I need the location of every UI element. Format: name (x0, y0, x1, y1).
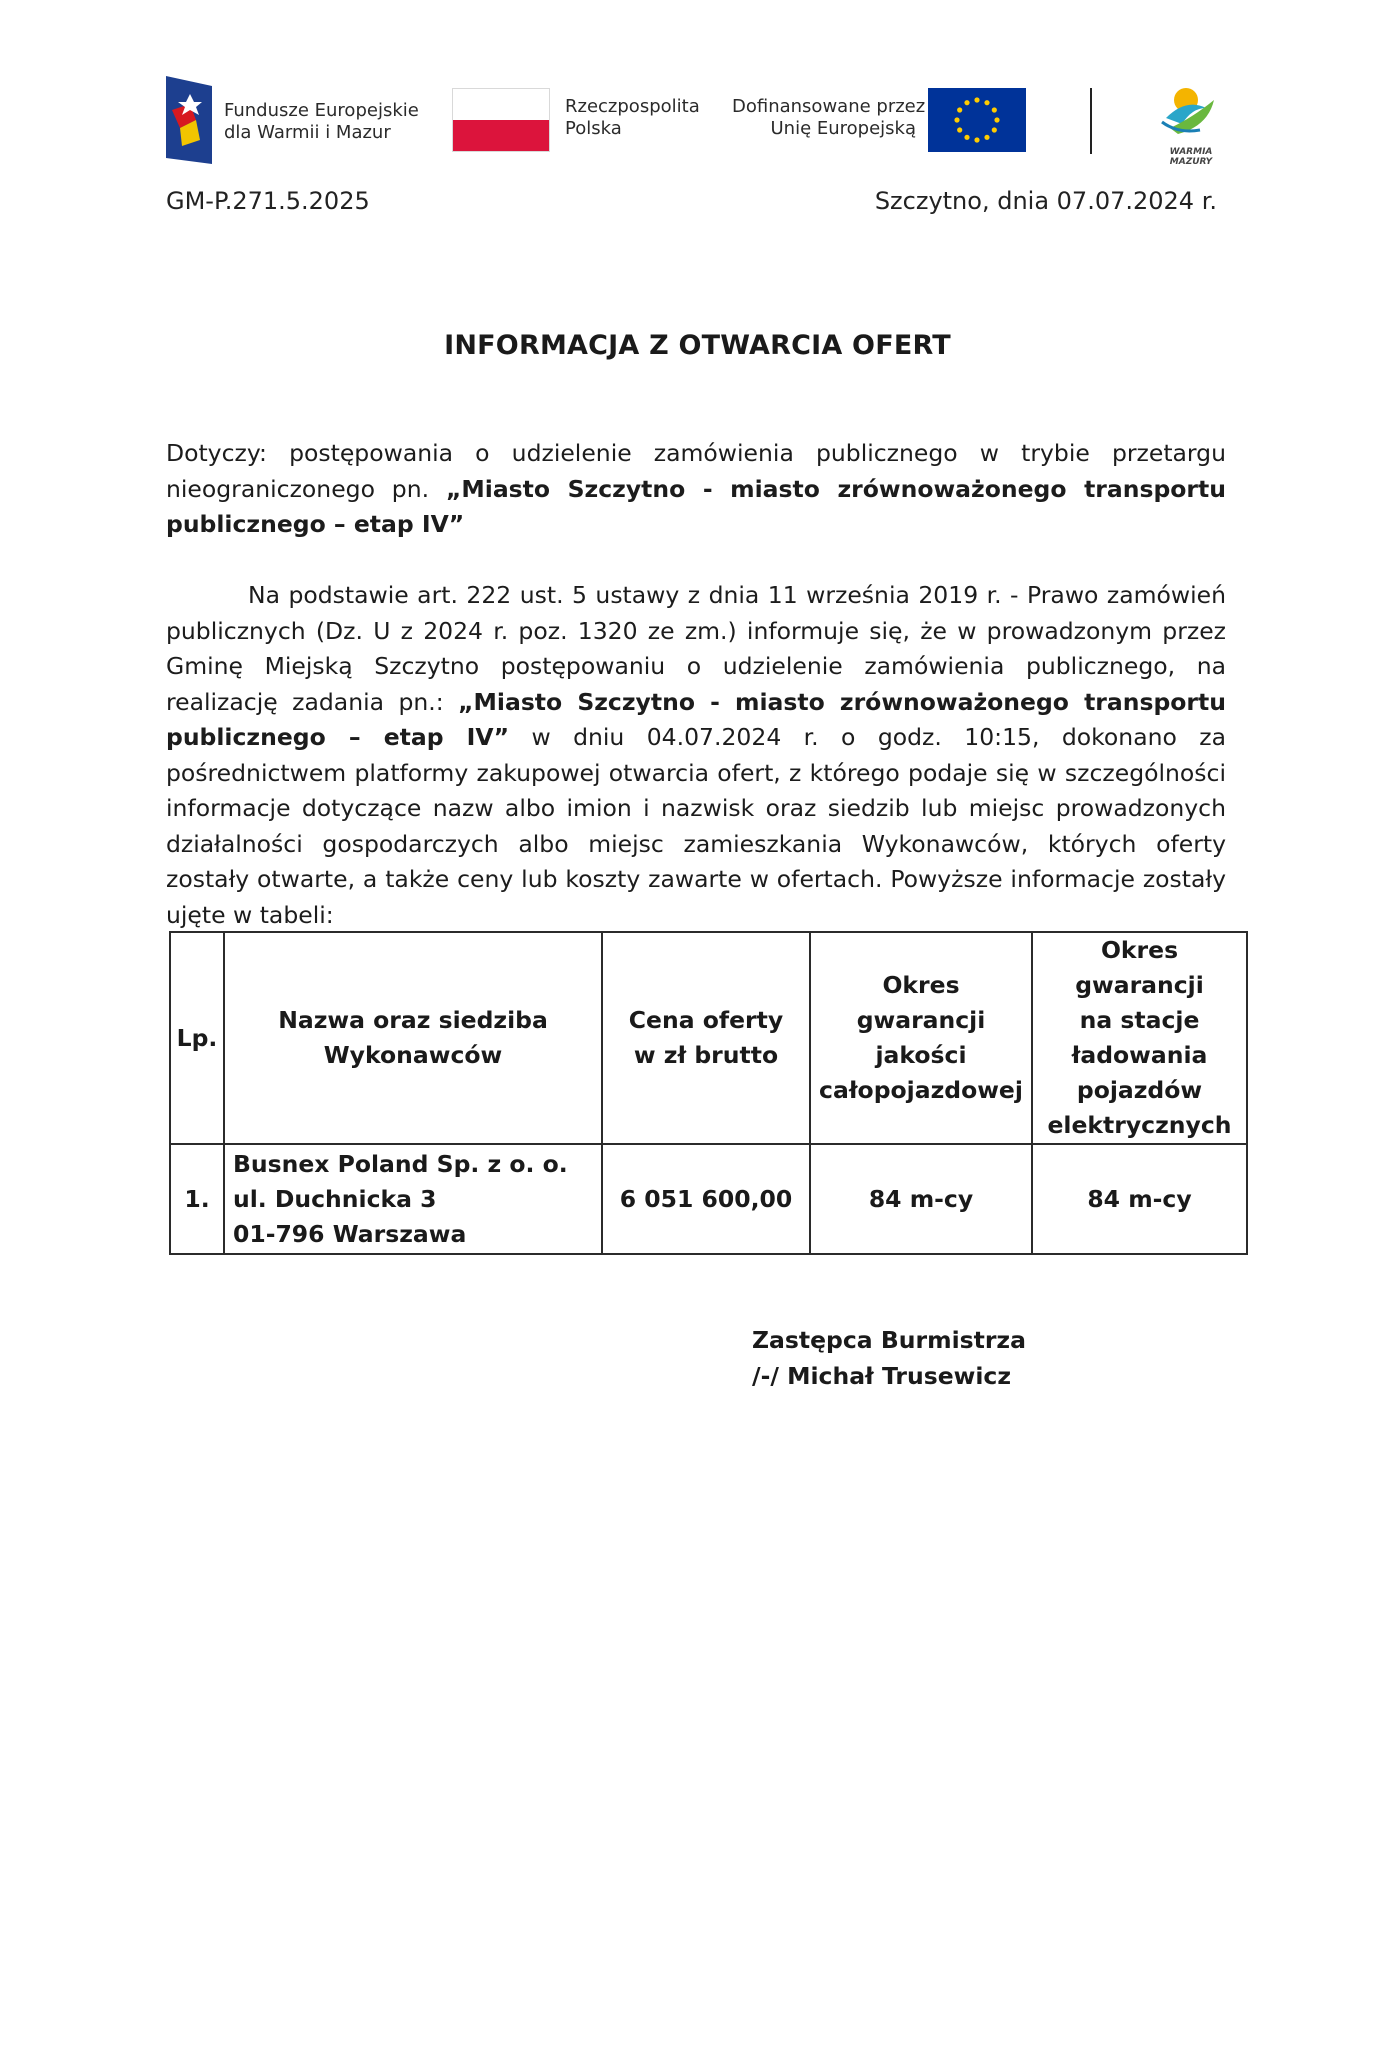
eu-star-icon (992, 127, 997, 132)
fe-flag-icon (166, 76, 216, 164)
signature-block (752, 1322, 1026, 1394)
subject-text: Dotyczy: postępowania o udzielenie zamówienia publicznego w trybie przetargu nieograniczonego pn. (166, 439, 1226, 503)
table-row (170, 1144, 1247, 1254)
table-header-row (170, 932, 1247, 1144)
body-project-name: „Miasto Szczytno - miasto zrównoważonego transportu publicznego – etap IV” (166, 687, 1226, 751)
eu-star-icon (984, 135, 989, 140)
header-charging-warranty: Okres gwarancji na stacje ładowania pojazdów elektrycznych (1032, 932, 1247, 1144)
subject-paragraph (166, 436, 1226, 543)
eu-star-icon (992, 107, 997, 112)
document-reference: GM-P.271.5.2025 (166, 187, 370, 215)
body-paragraph (166, 578, 1226, 933)
eu-logo-line1: Dofinansowane przez (732, 96, 926, 117)
warmia-mazury-emblem-icon (1156, 78, 1226, 168)
polish-flag-icon (452, 88, 550, 152)
signature-name: /-/ Michał Trusewicz (752, 1362, 1012, 1390)
rzeczpospolita-logo (452, 88, 712, 158)
document-title: INFORMACJA Z OTWARCIA OFERT (444, 330, 951, 361)
cell-lp: 1. (170, 1144, 224, 1254)
fe-logo-line2: dla Warmii i Mazur (224, 122, 391, 143)
rp-logo-line2: Polska (565, 118, 622, 139)
header-vehicle-warranty: Okres gwarancji jakości całopojazdowej (810, 932, 1032, 1144)
svg-text:WARMIA: WARMIA (1169, 147, 1213, 157)
cell-price: 6 051 600,00 (602, 1144, 810, 1254)
offers-table (169, 931, 1248, 1255)
warmia-mazury-logo (1156, 78, 1226, 168)
cell-vehicle-warranty: 84 m-cy (810, 1144, 1032, 1254)
eu-star-icon (984, 100, 989, 105)
eu-star-icon (994, 117, 999, 122)
eu-star-icon (964, 100, 969, 105)
eu-logo-line2: Unię Europejską (770, 118, 916, 139)
body-text-intro: Na podstawie art. 222 ust. 5 ustawy z dnia 11 września 2019 r. - Prawo zamówień publicznych (Dz. U z 2024 r. poz. 1320 ze zm.) informuje się, że w prowadzonym przez Gminę Miejską Szczytno postępowaniu o udzielenie zamówienia publicznego, na realizację zadania pn.: (166, 581, 1226, 716)
eu-star-icon (954, 117, 959, 122)
contractor-city: 01-796 Warszawa (233, 1219, 467, 1248)
cell-contractor (224, 1144, 602, 1254)
signature-role: Zastępca Burmistrza (752, 1326, 1026, 1354)
eu-star-icon (964, 135, 969, 140)
fundusze-europejskie-logo (166, 76, 446, 164)
header-separator (1090, 88, 1092, 154)
eu-flag-icon (928, 88, 1026, 152)
body-text-rest: w dniu 04.07.2024 r. o godz. 10:15, dokonano za pośrednictwem platformy zakupowej otwarcia ofert, z którego podaje się w szczególności informacje dotyczące nazw albo imion i nazwisk oraz siedzib lub miejsc prowadzonych działalności gospodarczych albo miejsc zamieszkania Wykonawców, których oferty zostały otwarte, a także ceny lub koszty zawarte w ofertach. Powyższe informacje zostały ujęte w tabeli: (166, 723, 1227, 929)
header-logos (166, 72, 1236, 172)
contractor-street: ul. Duchnicka 3 (233, 1184, 437, 1213)
subject-project-name: „Miasto Szczytno - miasto zrównoważonego transportu publicznego – etap IV” (166, 474, 1226, 538)
contractor-name: Busnex Poland Sp. z o. o. (233, 1149, 568, 1178)
eu-star-icon (957, 107, 962, 112)
header-contractor: Nazwa oraz siedziba Wykonawców (224, 932, 602, 1144)
svg-text:MAZURY: MAZURY (1169, 157, 1213, 167)
eu-star-icon (974, 97, 979, 102)
header-price: Cena oferty w zł brutto (602, 932, 810, 1144)
eu-cofunded-logo (732, 88, 1042, 158)
eu-star-icon (957, 127, 962, 132)
rp-logo-line1: Rzeczpospolita (565, 96, 700, 117)
eu-star-icon (974, 137, 979, 142)
document-place-date: Szczytno, dnia 07.07.2024 r. (874, 187, 1217, 215)
cell-charging-warranty: 84 m-cy (1032, 1144, 1247, 1254)
header-lp: Lp. (170, 932, 224, 1144)
fe-logo-line1: Fundusze Europejskie (224, 100, 419, 121)
